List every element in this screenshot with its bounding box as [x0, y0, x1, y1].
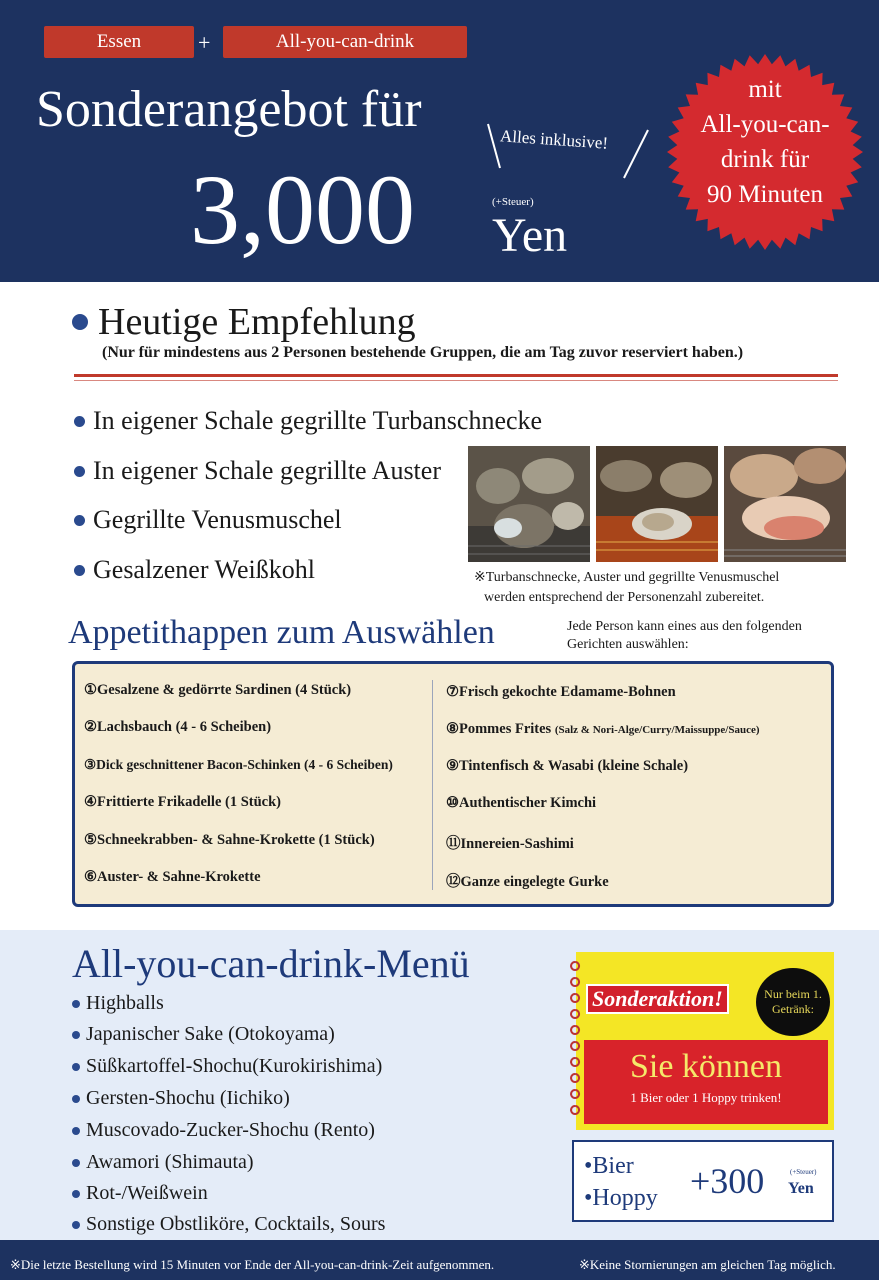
drink-item [72, 1055, 382, 1078]
drink-tag-label: All-you-can-drink [275, 31, 415, 52]
addon-price: +300 [690, 1161, 765, 1201]
appetizer-note-line: Gerichten auswählen: [567, 637, 689, 652]
drink-item-text: Gersten-Shochu (Iichiko) [86, 1087, 290, 1109]
recommendation-item [74, 555, 315, 585]
photo-note [474, 568, 779, 608]
appetizer-title: Appetithappen zum Auswählen [68, 614, 495, 651]
headline: Sonderangebot für [36, 81, 422, 138]
bullet-icon [72, 1127, 80, 1135]
seal-text [665, 72, 865, 212]
drink-item-text: Süßkartoffel-Shochu(Kurokirishima) [86, 1055, 383, 1077]
drink-item [72, 1119, 375, 1142]
plus-sign: + [198, 30, 211, 55]
appetizer-item-detail: (Salz & Nori-Alge/Curry/Maissuppe/Sauce) [554, 724, 760, 736]
appetizer-item: ⑪Innereien-Sashimi [446, 836, 574, 852]
bullet-icon [72, 1063, 80, 1071]
bullet-icon [72, 1095, 80, 1103]
appetizer-note-line: Jede Person kann eines aus den folgenden [567, 619, 802, 634]
bullet-icon [72, 1190, 80, 1198]
recommendation-title-text: Heutige Empfehlung [98, 301, 416, 343]
recommendation-item [74, 456, 441, 486]
bullet-icon [72, 1031, 80, 1039]
drink-item [72, 992, 164, 1015]
bullet-icon [74, 515, 85, 526]
appetizer-item: ①Gesalzene & gedörrte Sardinen (4 Stück) [84, 682, 352, 698]
recommendation-item-text: In eigener Schale gegrillte Turbanschnecke [93, 406, 543, 435]
food-tag [44, 26, 194, 58]
addon-tax-note: (+Steuer) [790, 1168, 817, 1176]
bullet-icon [72, 1000, 80, 1008]
tax-note: (+Steuer) [492, 196, 534, 208]
seal-line: mit [748, 76, 782, 103]
appetizer-item: ⑦Frisch gekochte Edamame-Bohnen [446, 684, 676, 700]
appetizer-item: ④Frittierte Frikadelle (1 Stück) [84, 794, 282, 810]
appetizer-item: ⑤Schneekrabben- & Sahne-Krokette (1 Stück) [84, 832, 375, 848]
appetizer-item: ③Dick geschnittener Bacon-Schinken (4 - 6 Scheiben) [84, 757, 393, 772]
addon-items [584, 1150, 658, 1214]
seal-line: All-you-can- [700, 111, 830, 138]
drink-item [72, 1213, 385, 1236]
food-tag-label: Essen [96, 31, 142, 52]
addon-currency: Yen [788, 1180, 814, 1197]
drink-item-text: Japanischer Sake (Otokoyama) [86, 1023, 335, 1045]
appetizer-item: ⑨Tintenfisch & Wasabi (kleine Schale) [446, 758, 689, 774]
drink-title: All-you-can-drink-Menü [72, 941, 470, 986]
seal-line: 90 Minuten [707, 181, 823, 208]
appetizer-item: ②Lachsbauch (4 - 6 Scheiben) [84, 719, 272, 735]
appetizer-item: ⑥Auster- & Sahne-Krokette [84, 869, 261, 885]
clam-photo [724, 446, 846, 562]
appetizer-item: ⑫Ganze eingelegte Gurke [446, 874, 609, 890]
appetizer-item: ⑩Authentischer Kimchi [446, 795, 597, 811]
promo-offer-detail: 1 Bier oder 1 Hoppy trinken! [630, 1090, 782, 1105]
addon-item: •Hoppy [584, 1185, 658, 1211]
footer-note: ※Keine Stornierungen am gleichen Tag möglich. [579, 1257, 836, 1272]
drink-item-text: Rot-/Weißwein [86, 1182, 208, 1204]
recommendation-item-text: Gegrillte Venusmuschel [93, 505, 342, 534]
currency-label: Yen [492, 209, 568, 262]
oyster-photo [596, 446, 718, 562]
recommendation-item [74, 406, 542, 436]
recommendation-item [74, 505, 342, 535]
promo-condition-badge [756, 968, 830, 1036]
divider [74, 374, 838, 377]
photo-note-line: werden entsprechend der Personenzahl zubereitet. [484, 590, 765, 605]
spiral-binding [568, 958, 582, 1122]
drink-item-text: Sonstige Obstliköre, Cocktails, Sours [86, 1213, 386, 1235]
recommendation-item-text: Gesalzener Weißkohl [93, 555, 315, 584]
drink-item-text: Highballs [86, 992, 164, 1014]
recommendation-note: (Nur für mindestens aus 2 Personen bestehende Gruppen, die am Tag zuvor reserviert haben.) [102, 344, 744, 361]
bullet-icon [74, 565, 85, 576]
drink-tag [223, 26, 467, 58]
recommendation-item-text: In eigener Schale gegrillte Auster [93, 456, 441, 485]
inclusive-label: Alles inklusive! [499, 126, 609, 153]
appetizer-item [446, 721, 760, 738]
bullet-icon [72, 314, 88, 330]
promo-badge: Sonderaktion! [586, 984, 729, 1014]
drink-item-text: Muscovado-Zucker-Shochu (Rento) [86, 1119, 375, 1141]
footer-note: ※Die letzte Bestellung wird 15 Minuten vor Ende der All-you-can-drink-Zeit aufgenommen. [10, 1257, 495, 1272]
appetizer-note [567, 618, 802, 654]
promo-condition-line: Getränk: [772, 1002, 814, 1016]
drink-item [72, 1023, 335, 1046]
drink-item [72, 1151, 254, 1174]
bullet-icon [72, 1159, 80, 1167]
seal-line: drink für [720, 146, 810, 173]
bullet-icon [74, 466, 85, 477]
photo-note-line: ※Turbanschnecke, Auster und gegrillte Venusmuschel [474, 570, 780, 585]
drink-item-text: Awamori (Shimauta) [86, 1151, 254, 1173]
recommendation-title [72, 300, 416, 344]
appetizer-item-text: ⑧Pommes Frites [446, 721, 552, 737]
addon-item: •Bier [584, 1153, 634, 1179]
turban-shell-photo [468, 446, 590, 562]
divider [432, 680, 433, 890]
divider [74, 380, 838, 381]
promo-offer [584, 1040, 828, 1124]
drink-item [72, 1182, 208, 1205]
bullet-icon [74, 416, 85, 427]
promo-condition-line: Nur beim 1. [764, 987, 822, 1001]
price-value: 3,000 [190, 154, 415, 265]
drink-item [72, 1087, 290, 1110]
bullet-icon [72, 1221, 80, 1229]
promo-offer-title: Sie können [629, 1048, 783, 1085]
